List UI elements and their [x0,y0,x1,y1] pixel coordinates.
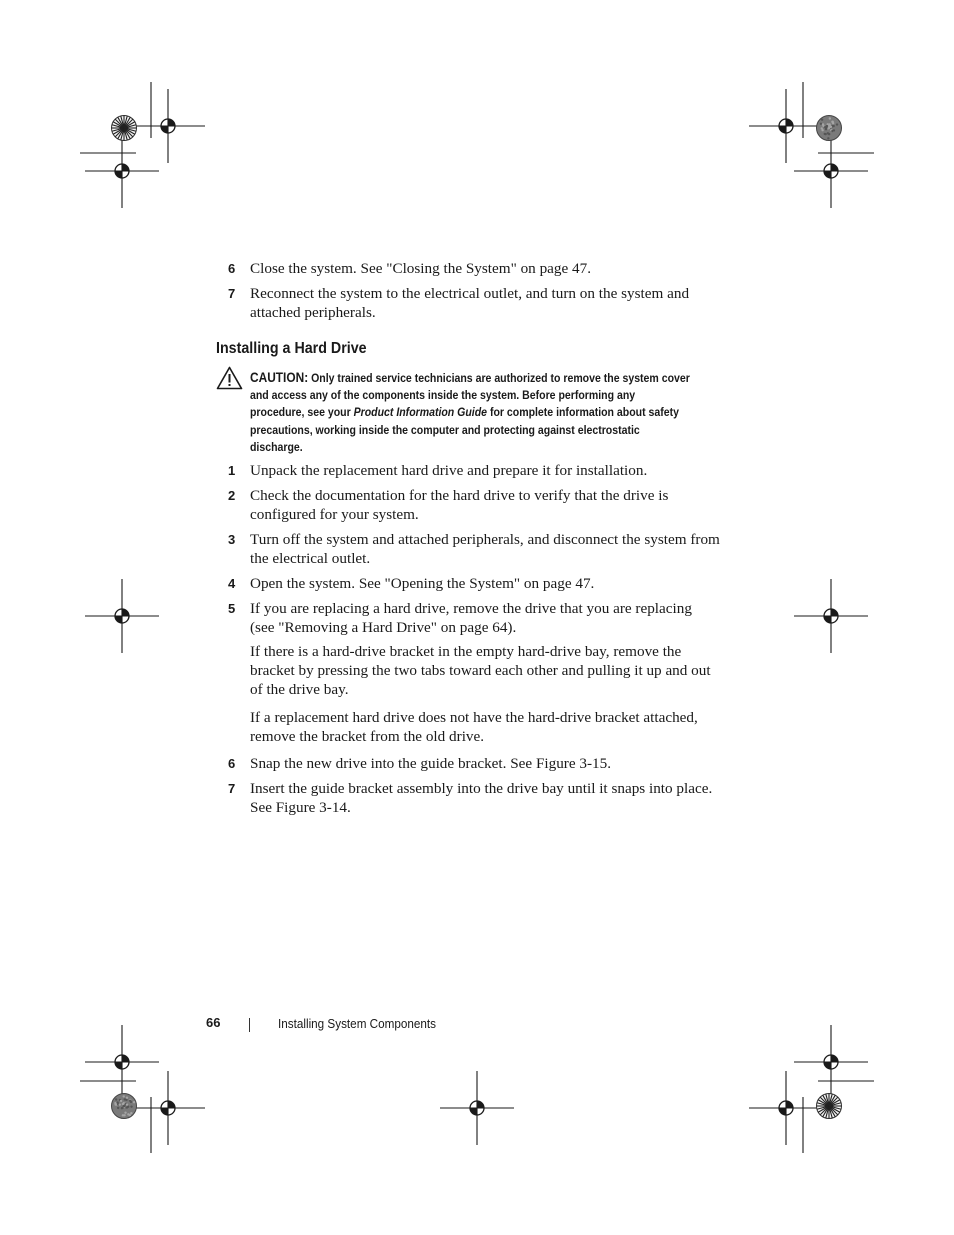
step-text: Turn off the system and attached peripherals, and disconnect the system from the electrical outlet. [250,531,720,567]
registration-mark-icon [749,89,823,163]
caution-notice [250,369,692,456]
step-text: Unpack the replacement hard drive and prepare it for installation. [250,462,648,479]
page-number: 66 [206,1015,221,1030]
step-text: Reconnect the system to the electrical outlet, and turn on the system and attached peripherals. [250,285,690,321]
step-note: If there is a hard-drive bracket in the empty hard-drive bay, remove the bracket by pressing the two tabs toward each other and pulling it up and out of the drive bay. [250,643,711,698]
registration-mark-icon [794,579,868,653]
registration-mark-icon [440,1071,514,1145]
registration-mark-icon [749,1071,823,1145]
registration-mark-icon [794,134,868,208]
registration-mark-icon [131,1071,205,1145]
step-number: 2 [228,488,236,503]
caution-warning-icon [216,366,243,390]
step-number: 3 [228,532,236,547]
footer-chapter-title: Installing System Components [278,1016,437,1031]
step-number: 7 [228,286,236,301]
step-number: 1 [228,463,236,478]
section-heading: Installing a Hard Drive [216,340,367,357]
starburst-mark-icon [112,116,137,141]
step-text: Open the system. See "Opening the System" on page 47. [250,575,595,592]
registration-mark-icon [794,1025,868,1099]
step-text: If you are replacing a hard drive, remove the drive that you are replacing (see "Removing a Hard Drive" on page 64). [250,600,692,636]
caution-text-2: for complete information about safety precautions, working inside the computer and protecting against electrostatic discharge. [250,405,679,454]
registration-mark-icon [85,579,159,653]
caution-guide-title: Product Information Guide [353,405,488,420]
step-text: Snap the new drive into the guide bracket. See Figure 3-15. [250,755,612,772]
step-text: Check the documentation for the hard drive to verify that the drive is configured for your system. [250,487,669,523]
starburst-mark-icon [817,1094,842,1119]
step-text: Close the system. See "Closing the System" on page 47. [250,260,592,277]
step-number: 6 [228,756,236,771]
registration-mark-icon [131,89,205,163]
caution-text-1: Only trained service technicians are authorized to remove the system cover and access any of the components inside the system. Before performing any procedure, see your [250,371,690,420]
step-number: 5 [228,601,236,616]
step-note: If a replacement hard drive does not have the hard-drive bracket attached, remove the bracket from the old drive. [250,709,698,745]
footer-divider [249,1018,250,1032]
step-text: Insert the guide bracket assembly into the drive bay until it snaps into place. See Figure 3-14. [250,780,713,816]
caution-label: CAUTION: [250,369,309,385]
registration-mark-icon [85,134,159,208]
density-mark-icon [112,1094,137,1119]
step-number: 4 [228,576,236,591]
step-number: 6 [228,261,236,276]
step-number: 7 [228,781,236,796]
registration-mark-icon [85,1025,159,1099]
density-mark-icon [817,116,842,141]
